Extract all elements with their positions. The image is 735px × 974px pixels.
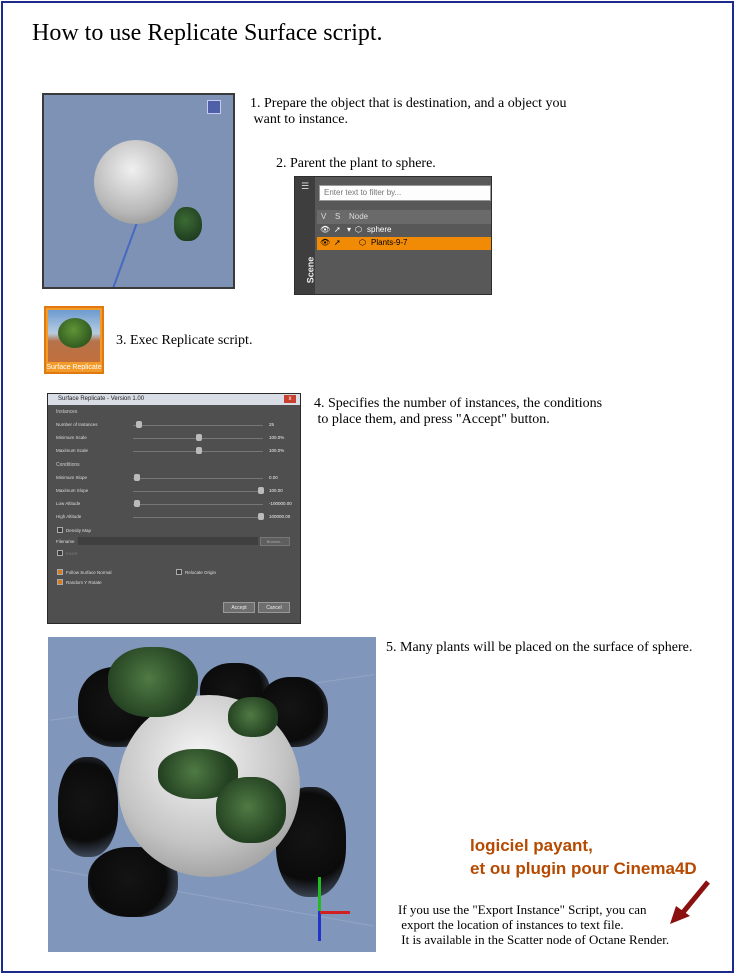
node-name: Plants-9-7 [371, 238, 408, 247]
follow-normal-label: Follow Surface Normal [66, 570, 112, 575]
follow-normal-checkbox[interactable] [57, 569, 63, 575]
filename-label: Filename [56, 539, 75, 544]
section-conditions: Conditions [56, 462, 80, 468]
relocate-origin-label: Relocate Origin [185, 570, 217, 575]
page-title: How to use Replicate Surface script. [32, 20, 383, 46]
header-s: S [335, 212, 341, 221]
dialog-title: Surface Replicate - Version 1.00 [58, 396, 145, 402]
plant-object [174, 207, 202, 241]
export-note-line-3: It is available in the Scatter node of Octane Render. [398, 932, 670, 947]
annotation-line-2: et ou plugin pour Cinema4D [470, 859, 697, 878]
filename-input[interactable] [78, 537, 258, 545]
scene-tab[interactable] [295, 177, 315, 295]
expand-arrow-icon[interactable]: ▾ [347, 225, 352, 234]
field-label: Number of Instances [56, 422, 98, 427]
step-4-text: 4. Specifies the number of instances, the conditions to place them, and press "Accept" button. [314, 396, 603, 427]
field-label: Low Altitude [56, 501, 81, 506]
dialog-titlebar [48, 394, 300, 405]
step-1-text: 1. Prepare the object that is destination, and a object you want to instance. [250, 96, 567, 127]
scene-tab-label: Scene [305, 256, 316, 284]
plant-instance [228, 697, 278, 737]
field-label: Maximum Scale [56, 448, 89, 453]
surface-replicate-dialog [47, 393, 301, 624]
slider-track[interactable] [133, 425, 263, 426]
browse-button[interactable]: Browse... [260, 537, 290, 546]
field-label: Minimum Slope [56, 475, 88, 480]
scene-row-plant[interactable] [317, 237, 492, 250]
invert-checkbox[interactable] [57, 550, 63, 556]
scene-view-icon[interactable]: ☰ [301, 181, 310, 191]
field-value[interactable]: 100000.00 [269, 514, 291, 519]
step-3-text: 3. Exec Replicate script. [116, 333, 253, 348]
sphere-node-icon: ⬡ [355, 225, 362, 234]
scene-header-row [317, 210, 492, 224]
red-arrow-icon [668, 876, 728, 926]
field-value[interactable]: -100000.00 [269, 501, 292, 506]
export-note-line-2: export the location of instances to text file. [398, 917, 624, 932]
field-label: High Altitude [56, 514, 82, 519]
section-instances: Instances [56, 409, 78, 415]
slider-track[interactable] [133, 517, 263, 518]
plant-instance [58, 757, 118, 857]
relocate-origin-checkbox[interactable] [176, 569, 182, 575]
node-name: sphere [367, 225, 392, 234]
slider-knob[interactable] [136, 421, 142, 428]
accept-button[interactable]: Accept [223, 602, 255, 613]
field-label: Minimum Scale [56, 435, 87, 440]
slider-knob[interactable] [196, 434, 202, 441]
field-value[interactable]: 100.0% [269, 435, 285, 440]
view-cube-icon[interactable] [207, 100, 221, 114]
slider-knob[interactable] [134, 500, 140, 507]
field-label: Maximum Slope [56, 488, 89, 493]
density-map-checkbox[interactable] [57, 527, 63, 533]
export-note-line-1: If you use the "Export Instance" Script, you can [398, 902, 647, 917]
viewport-result [48, 637, 376, 952]
step-5-text: 5. Many plants will be placed on the surface of sphere. [386, 640, 693, 655]
script-thumbnail [48, 310, 100, 362]
density-map-label: Density Map [66, 528, 92, 533]
visibility-eye-icon[interactable]: 👁 [320, 238, 331, 247]
slider-track[interactable] [133, 491, 263, 492]
random-rotate-checkbox[interactable] [57, 579, 63, 585]
slider-knob[interactable] [258, 487, 264, 494]
transform-axis-y[interactable] [318, 877, 321, 911]
field-value[interactable]: 25 [269, 422, 275, 427]
cancel-button[interactable]: Cancel [258, 602, 290, 613]
script-icon-label: Surface Replicate [46, 364, 102, 371]
header-v: V [321, 212, 327, 221]
slider-knob[interactable] [258, 513, 264, 520]
step-2-text: 2. Parent the plant to sphere. [276, 156, 436, 171]
plant-instance [108, 647, 198, 717]
field-value[interactable]: 100.0% [269, 448, 285, 453]
visibility-eye-icon[interactable]: 👁 [320, 225, 331, 234]
slider-track[interactable] [133, 478, 263, 479]
filter-input[interactable]: Enter text to filter by... [319, 185, 491, 201]
slider-knob[interactable] [134, 474, 140, 481]
header-node: Node [349, 212, 369, 221]
tree-icon [58, 318, 92, 348]
surface-replicate-script-icon[interactable] [44, 306, 104, 374]
field-value[interactable]: 0.00 [269, 475, 278, 480]
slider-track[interactable] [133, 504, 263, 505]
plant-instance [216, 777, 286, 843]
annotation-line-1: logiciel payant, [470, 836, 593, 855]
slider-knob[interactable] [196, 447, 202, 454]
viewport-sphere-plant [42, 93, 235, 289]
random-rotate-label: Random Y Rotate [66, 580, 102, 585]
scene-panel [294, 176, 492, 295]
field-value[interactable]: 100.00 [269, 488, 283, 493]
select-arrow-icon[interactable]: ➚ [334, 225, 341, 234]
sphere-object [94, 140, 178, 224]
select-arrow-icon[interactable]: ➚ [334, 238, 341, 247]
close-icon[interactable]: x [284, 395, 296, 403]
scene-row-sphere[interactable] [317, 224, 492, 237]
plant-node-icon: ⬡ [359, 238, 366, 247]
transform-axis-x[interactable] [320, 911, 350, 914]
transform-axis-z[interactable] [318, 911, 321, 941]
invert-label: Invert [66, 551, 78, 556]
